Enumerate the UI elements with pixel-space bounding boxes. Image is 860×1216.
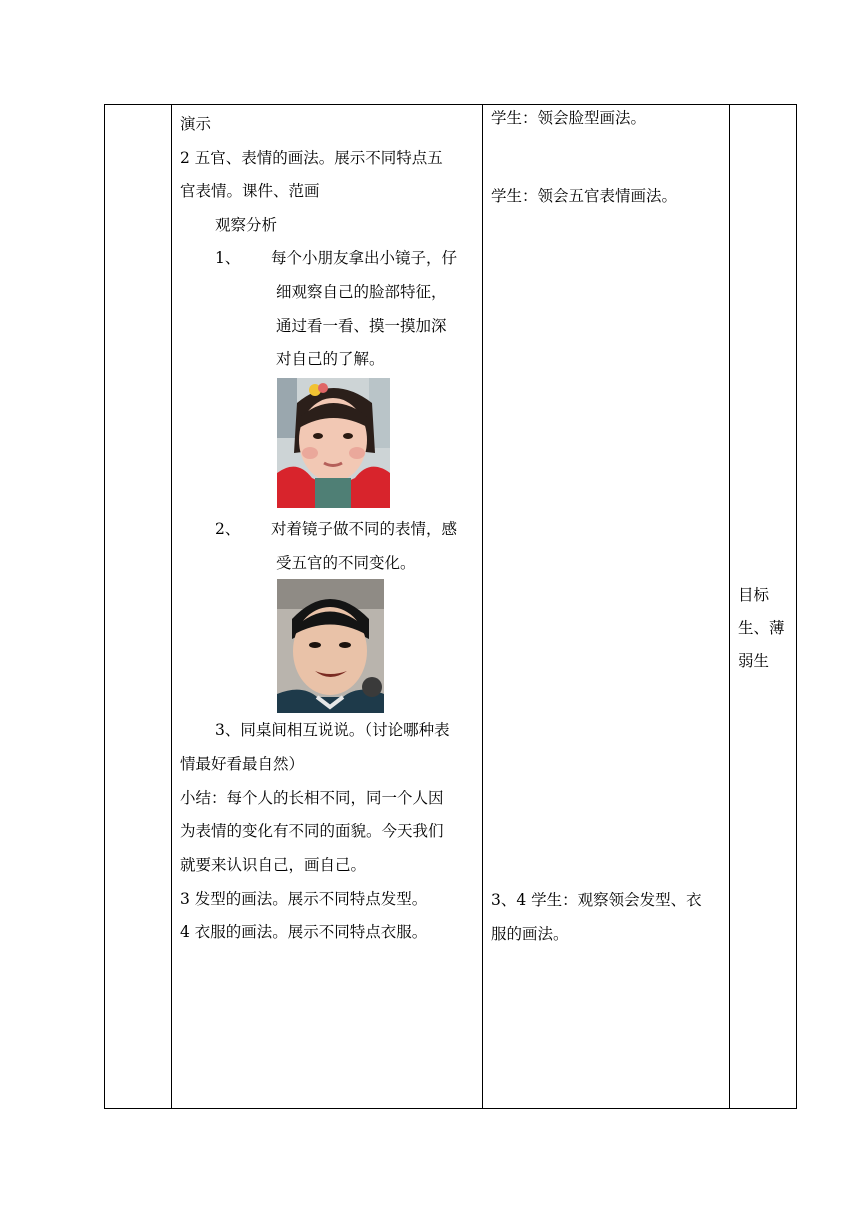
boy-face-photo (277, 579, 384, 713)
target-line3: 弱生 (738, 652, 770, 670)
clothes-method-line: 4 衣服的画法。展示不同特点衣服。 (180, 923, 428, 941)
summary-line1: 小结：每个人的长相不同，同一个人因 (180, 789, 444, 807)
step3-line1: 3、同桌间相互说说。（讨论哪种表 (215, 721, 450, 739)
method-line-demo: 演示 (180, 115, 212, 133)
step1-line1: 每个小朋友拿出小镜子，仔 (271, 249, 458, 267)
table-row (105, 105, 797, 1109)
girl-face-photo (277, 378, 390, 508)
girl-face-image (277, 378, 390, 508)
method-line-courseware: 官表情。课件、范画 (180, 182, 320, 200)
step1-line2: 细观察自己的脸部特征， (276, 283, 447, 301)
empty-column-cell (105, 105, 172, 1109)
observe-heading: 观察分析 (215, 216, 278, 234)
step1-number: 1、 (215, 249, 241, 267)
lesson-plan-table (104, 104, 797, 1109)
summary-line2: 为表情的变化有不同的面貌。今天我们 (180, 822, 444, 840)
summary-line3: 就要来认识自己，画自己。 (180, 856, 367, 874)
student-face-shape-line: 学生：领会脸型画法。 (491, 109, 647, 127)
step2-line2: 受五官的不同变化。 (276, 554, 416, 572)
boy-face-image (277, 579, 384, 713)
step2-line1: 对着镜子做不同的表情，感 (271, 520, 458, 538)
student-hair-clothes-line2: 服的画法。 (491, 925, 569, 943)
hair-method-line: 3 发型的画法。展示不同特点发型。 (180, 890, 428, 908)
target-students-cell (730, 105, 797, 1109)
method-line-features: 2 五官、表情的画法。展示不同特点五 (180, 149, 443, 167)
student-hair-clothes-line1: 3、4 学生：观察领会发型、衣 (491, 891, 702, 909)
step2-number: 2、 (215, 520, 241, 538)
student-activity-cell (483, 105, 730, 1109)
target-students-note (738, 579, 794, 678)
step1-line3: 通过看一看、摸一摸加深 (276, 317, 447, 335)
target-line1: 目标 (738, 586, 770, 604)
step1-line4: 对自己的了解。 (276, 350, 385, 368)
student-features-line: 学生：领会五官表情画法。 (491, 187, 678, 205)
step3-line2: 情最好看最自然） (180, 755, 305, 773)
target-line2: 生、薄 (738, 619, 785, 637)
teaching-method-cell (172, 105, 483, 1109)
